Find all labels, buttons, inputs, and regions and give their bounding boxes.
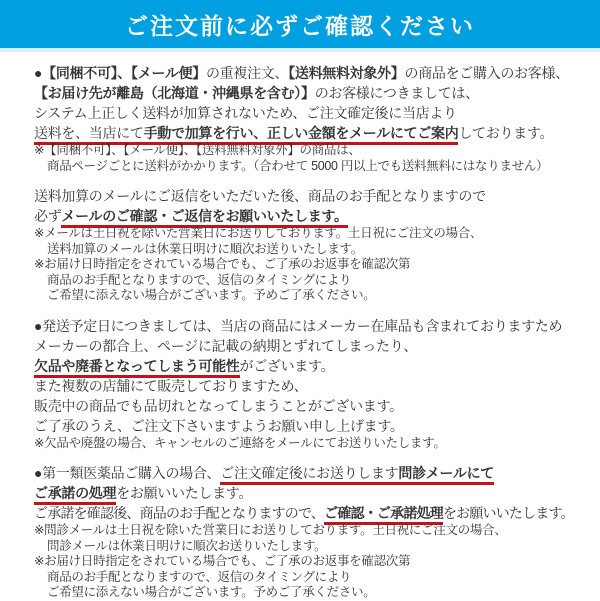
- text-run: 商品ページごとに送料がかかります。（合わせて 5000 円以上でも送料無料にはなりません）: [47, 158, 549, 173]
- notice-section-shipping-schedule: [34, 316, 596, 452]
- text-run: 送料加算のメールにご返信をいただいた後、商品のお手配となりますので: [34, 188, 486, 204]
- text-run: の重複注文、: [205, 65, 289, 81]
- highlighted-text: 問診メールにて: [398, 465, 494, 485]
- text-run: システム上正しく送料が加算されないため、ご注文確定後に当店より: [34, 105, 457, 121]
- text-line: [34, 523, 596, 539]
- text-run: 商品のお手配となりますので、返信のタイミングにより: [47, 569, 352, 584]
- highlighted-text: 手動で加算を行い、正しい金額をメールにてご案内: [144, 125, 459, 145]
- text-line: [34, 226, 596, 242]
- text-line: [34, 376, 596, 396]
- text-run: 問診メールは休業日明けに順次お送りいたします。: [47, 538, 327, 553]
- text-line: [34, 570, 596, 586]
- page-header: [0, 0, 600, 52]
- text-run: ※【同梱不可】、【メール便】、【送料無料対象外】の商品は、: [34, 143, 361, 157]
- text-run: ●【同梱不可】、【メール便】: [34, 65, 206, 81]
- text-run: ご希望に添えない場合がございます。予めご了承ください。: [47, 585, 376, 599]
- text-line: [34, 123, 596, 143]
- text-line: [34, 257, 596, 273]
- text-run: ご希望に添えない場合がございます。予めご了承ください。: [47, 288, 376, 302]
- text-line: [34, 503, 596, 523]
- text-run: ※欠品や廃盤の場合、キャンセルのご連絡をメールにてお送りいたします。: [34, 435, 446, 450]
- highlighted-text: ご注文確定後にお送りします: [220, 465, 398, 485]
- text-run: 【送料無料対象外】: [288, 65, 405, 81]
- text-line: [34, 273, 596, 289]
- text-line: [34, 103, 596, 123]
- highlighted-text: ご確認・ご承諾処理: [324, 505, 443, 525]
- text-run: がございます。: [239, 357, 335, 374]
- text-run: のお客様につきましては、: [314, 85, 479, 101]
- text-line: [34, 336, 596, 356]
- highlighted-text: 送料を、当店にて: [34, 125, 144, 145]
- text-run: ※お届け日時指定をされている場合でも、ご了承のお返事を確認次第: [34, 257, 411, 271]
- notice-section-class1-medicine: [34, 463, 596, 601]
- text-line: [34, 554, 596, 570]
- text-line: [34, 316, 596, 336]
- text-line: [34, 585, 596, 601]
- text-run: ※お届け日時指定をされている場合でも、ご了承のお返事を確認次第: [34, 554, 411, 568]
- text-line: [34, 159, 596, 175]
- text-line: [34, 356, 596, 376]
- text-run: また複数の店舗にて販売しておりますため、: [34, 377, 308, 394]
- text-run: メーカーの都合上、ページに記載の納期とずれてしまったり、: [34, 337, 418, 354]
- text-run: 【お届け先が離島（北海道・沖縄県を含む）】: [34, 85, 315, 101]
- text-line: [34, 463, 596, 483]
- text-line: [34, 288, 596, 304]
- text-line: [34, 83, 596, 103]
- text-line: [34, 186, 596, 206]
- highlighted-text: メールのご確認・ご返信をお願いいたします。: [61, 208, 347, 228]
- text-run: ●第一類医薬品ご購入の場合、: [34, 465, 221, 481]
- text-run: 必ず: [34, 208, 62, 224]
- text-run: 販売中の商品でも品切れとなってしまうことがございます。: [34, 397, 403, 414]
- text-line: [34, 416, 596, 436]
- notice-section-shipping-surcharge: [34, 63, 596, 174]
- text-line: [34, 143, 596, 159]
- text-run: をお願いいたします。: [442, 505, 574, 521]
- text-line: [34, 206, 596, 226]
- text-run: ※メールは土日祝を除いた営業日にお送りしております。土日祝にご注文の場合、: [34, 226, 483, 240]
- highlighted-text: ご承諾の処理: [34, 485, 116, 505]
- text-line: [34, 436, 596, 452]
- notice-body: [0, 52, 600, 601]
- text-line: [34, 63, 596, 83]
- text-line: [34, 396, 596, 416]
- text-line: [34, 539, 596, 555]
- text-run: 送料加算のメールは休業日明けに順次お送りいたします。: [47, 241, 363, 256]
- text-run: ●発送予定日につきましては、当店の商品にはメーカー在庫品も含まれておりますため: [34, 317, 563, 334]
- text-run: の商品をご購入のお客様、: [404, 65, 569, 81]
- text-run: 商品のお手配となりますので、返信のタイミングにより: [47, 272, 352, 287]
- notice-section-mail-reply: [34, 186, 596, 304]
- text-line: [34, 483, 596, 503]
- text-run: しております。: [458, 125, 554, 141]
- text-run: をお願いいたします。: [116, 485, 253, 501]
- text-line: [34, 242, 596, 258]
- page-title: ご注文前に必ずご確認ください: [125, 12, 475, 39]
- text-run: ご承諾を確認後、商品のお手配となりますので、: [34, 505, 325, 521]
- highlighted-text: 欠品や廃番となってしまう可能性: [34, 358, 240, 378]
- text-run: ご了承のうえ、ご注文下さいますようお願い申し上げます。: [34, 417, 404, 434]
- text-run: ※問診メールは土日祝を除いた営業日にお送りしております。土日祝にご注文の場合、: [34, 523, 507, 537]
